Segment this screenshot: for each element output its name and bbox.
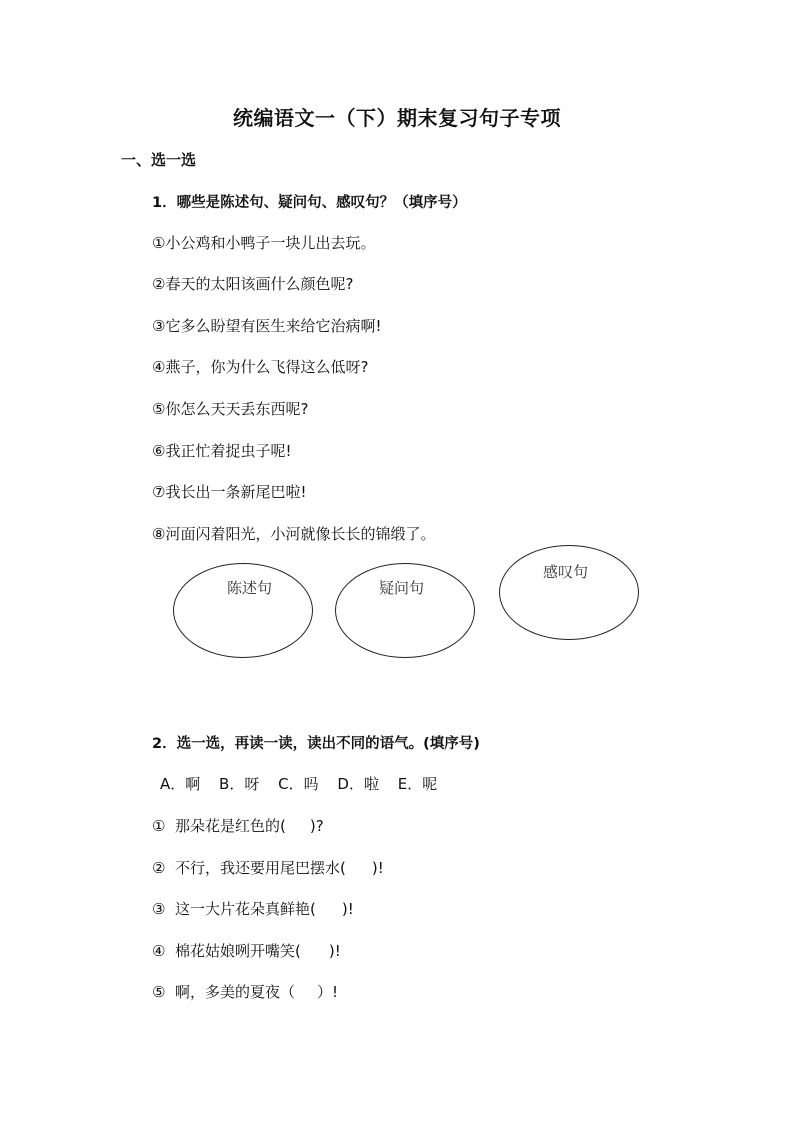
fill-item-text: 那朵花是红色的( <box>175 817 286 835</box>
fill-item-text: 棉花姑娘咧开嘴笑( <box>175 942 301 960</box>
exclamatory-ellipse[interactable] <box>499 545 639 640</box>
fill-item-text: 这一大片花朵真鲜艳( <box>175 900 316 918</box>
fill-item-number: ⑤ <box>152 983 166 1001</box>
sentence-4: ④燕子，你为什么飞得这么低呀? <box>152 358 369 376</box>
page-title: 统编语文一（下）期末复习句子专项 <box>233 106 561 130</box>
fill-item-number: ③ <box>152 900 166 918</box>
sentence-7: ⑦我长出一条新尾巴啦! <box>152 483 307 501</box>
fill-item-number: ④ <box>152 942 166 960</box>
answer-options <box>160 773 451 794</box>
sentence-6: ⑥我正忙着捉虫子呢! <box>152 442 292 460</box>
interrogative-label: 疑问句 <box>379 579 425 597</box>
fill-item-4 <box>152 940 341 961</box>
option-b: B．呀 <box>219 775 260 793</box>
declarative-label: 陈述句 <box>227 579 273 597</box>
option-e: E．呢 <box>397 775 438 793</box>
question-2-title: 2．选一选，再读一读，读出不同的语气。(填序号) <box>152 736 480 752</box>
fill-item-3 <box>152 898 354 919</box>
sentence-5: ⑤你怎么天天丢东西呢? <box>152 400 309 418</box>
fill-item-text: 不行，我还要用尾巴摆水( <box>175 859 346 877</box>
option-c: C．吗 <box>278 775 319 793</box>
fill-item-number: ① <box>152 817 166 835</box>
fill-item-text: 啊，多美的夏夜（ <box>175 983 296 1001</box>
fill-item-number: ② <box>152 859 166 877</box>
sentence-1: ①小公鸡和小鸭子一块儿出去玩。 <box>152 234 376 252</box>
fill-item-end: )! <box>371 859 384 877</box>
exclamatory-label: 感叹句 <box>543 563 589 581</box>
fill-item-end: )? <box>309 817 324 835</box>
sentence-8: ⑧河面闪着阳光，小河就像长长的锦缎了。 <box>152 525 436 543</box>
fill-item-2 <box>152 857 384 878</box>
question-1-title: 1．哪些是陈述句、疑问句、感叹句？（填序号） <box>152 195 467 211</box>
fill-item-1 <box>152 815 324 836</box>
fill-item-5 <box>152 981 338 1002</box>
sentence-3: ③它多么盼望有医生来给它治病啊! <box>152 317 382 335</box>
fill-item-end: )! <box>328 942 341 960</box>
section-heading: 一、选一选 <box>121 151 197 169</box>
option-a: A．啊 <box>160 775 201 793</box>
sentence-2: ②春天的太阳该画什么颜色呢? <box>152 275 354 293</box>
fill-item-end: ）! <box>317 983 339 1001</box>
fill-item-end: )! <box>341 900 354 918</box>
option-d: D．啦 <box>337 775 379 793</box>
